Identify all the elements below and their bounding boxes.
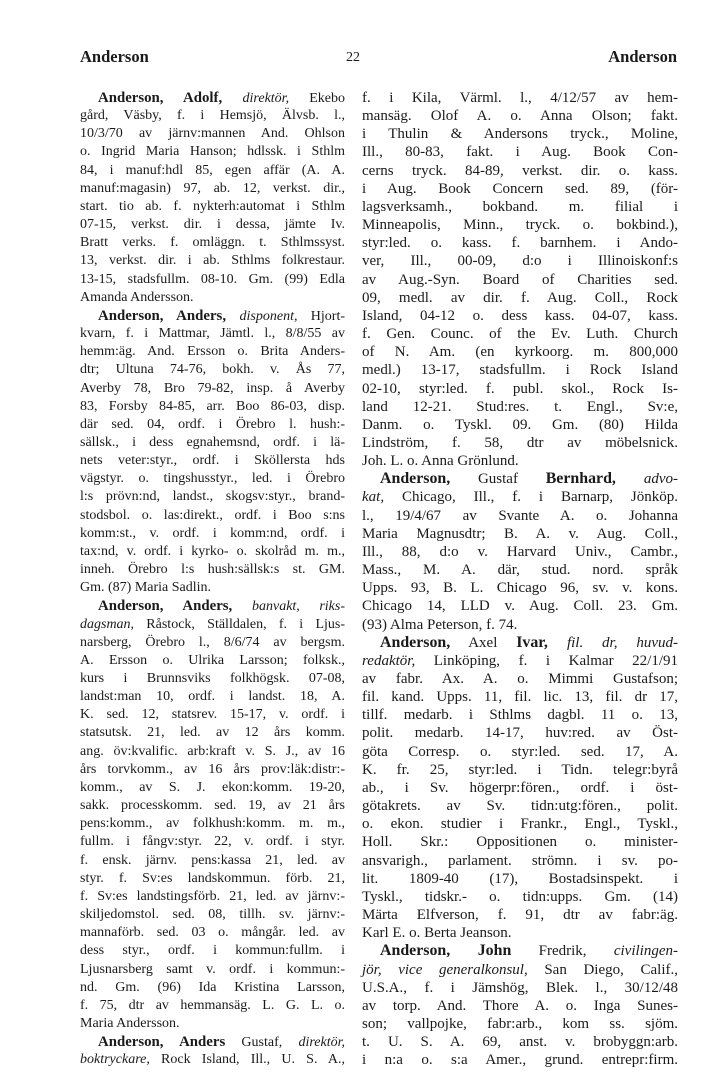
text-line bbox=[362, 616, 678, 634]
text-line bbox=[80, 616, 345, 634]
text-line: skiljedomstol. sed. 08, tillh. sv. järnv:- bbox=[80, 907, 345, 923]
text-run: Maria Andersson. bbox=[80, 1015, 180, 1031]
text-run: Fredrik, bbox=[511, 943, 614, 960]
text-line: Holl. Skr.: Oppositionen o. minister- bbox=[362, 834, 678, 851]
text-line: Ljusnarsberg samt v. ordf. i kommun:- bbox=[80, 961, 345, 977]
text-line: narsberg, Örebro l., 8/6/74 av bergsm. bbox=[80, 634, 345, 650]
text-line: Danm. o. Tyskl. 09. Gm. (80) Hilda bbox=[362, 416, 678, 433]
text-line: sällsk., i dess egnahemsnd, ordf. i lä- bbox=[80, 434, 345, 450]
entry-name: Anderson, John bbox=[380, 942, 512, 960]
occupation-text: redaktör, bbox=[362, 652, 416, 669]
left-text-column bbox=[80, 89, 345, 1069]
text-line: kurs i Brunnsviks folkhögsk. 07-08, bbox=[80, 671, 345, 686]
text-line: stodsbol. o. las:direkt., ordf. i Boo s:ns bbox=[80, 507, 345, 523]
text-run: Hjort- bbox=[297, 308, 345, 324]
entry-heading-line bbox=[80, 1033, 345, 1051]
text-run: San Diego, Calif., bbox=[527, 961, 678, 978]
text-line: Upps. 93, B. L. Chicago 96, sv. v. kons. bbox=[362, 580, 678, 597]
text-line: fullm. i fångv:styr. 22, v. ordf. i styr. bbox=[80, 834, 345, 850]
text-line: 13, verkst. dir. i ab. Sthlms folkrestaur. bbox=[80, 253, 345, 269]
text-line: medl.) 13-17, stadsfullm. i Rock Island bbox=[362, 362, 678, 379]
text-line: l:s prövn:nd, landst., skogsv:styr., brand- bbox=[80, 489, 345, 505]
text-line: tillf. medarb. i Sthlms dagbl. 11 o. 13, bbox=[362, 707, 678, 724]
text-line: i n:a o. s:a Amer., grund. entrepr:firm. bbox=[362, 1052, 678, 1069]
text-line: av Aug.-Syn. Board of Charities sed. bbox=[362, 271, 678, 288]
text-line: komm:st., v. ordf. i komm:nd, ordf. i bbox=[80, 525, 345, 541]
text-line: Ill., 88, d:o v. Harvard Univ., Cambr., bbox=[362, 543, 678, 560]
text-line: polit. medarb. 14-17, huv:red. av Öst- bbox=[362, 725, 678, 742]
text-line: nd. Gm. (96) Ida Kristina Larsson, bbox=[80, 979, 345, 995]
text-run: Gm. (87) Maria Sadlin. bbox=[80, 580, 212, 596]
text-line: of N. Am. (en kyrkoorg. m. 800,000 bbox=[362, 344, 678, 361]
text-line: Maria Magnusdtr; B. A. v. Aug. Coll., bbox=[362, 525, 678, 542]
text-line: av fabr. Ax. A. o. Mimmi Gustafson; bbox=[362, 671, 678, 687]
text-line: U.S.A., f. i Jämshög, Blek. l., 30/12/48 bbox=[362, 979, 678, 996]
text-line: Lindström, f. 58, dtr av möbelsnick. bbox=[362, 434, 678, 451]
occupation-text: direktör, bbox=[298, 1035, 346, 1051]
text-line: l., 19/4/67 av Svante A. o. Johanna bbox=[362, 507, 678, 524]
text-line bbox=[362, 452, 678, 470]
occupation-text: advo- bbox=[643, 471, 678, 488]
text-run: Axel bbox=[450, 634, 517, 651]
text-line: o. Ingrid Maria Hanson; hdlssk. i Sthlm bbox=[80, 144, 345, 160]
text-line: styr:led. o. kass. f. barnhem. i Ando- bbox=[362, 235, 678, 252]
entry-heading-line bbox=[80, 89, 345, 107]
text-line: års torvkomm., av 16 års prov:läk:distr:- bbox=[80, 761, 345, 777]
entry-heading-line bbox=[80, 597, 345, 615]
entry-name: Ivar, bbox=[516, 633, 567, 651]
text-line: f. 75, dtr av hemmansäg. L. G. L. o. bbox=[80, 997, 345, 1013]
text-run: Joh. L. o. Anna Grönlund. bbox=[362, 453, 519, 470]
text-line: son; vallpojke, fabr:arb., kom ss. sjöm. bbox=[362, 1015, 678, 1032]
occupation-text: kat, bbox=[362, 489, 385, 506]
text-line: Ill., 80-83, fakt. i Aug. Book Con- bbox=[362, 144, 678, 161]
text-line: f. Sv:es landstingsförb. 21, led. av järnv:- bbox=[80, 888, 345, 904]
text-line: mansäg. Olof A. o. Anna Olson; fakt. bbox=[362, 108, 678, 125]
occupation-text: jör, vice generalkonsul, bbox=[362, 961, 528, 978]
entry-name: Anderson, Anders, bbox=[98, 598, 252, 615]
text-line: vägstyr. o. tingshusstyr., led. i Örebro bbox=[80, 471, 345, 487]
text-line: Mass., M. A. där, stud. nord. språk bbox=[362, 562, 678, 579]
text-run: Amanda Andersson. bbox=[80, 289, 194, 305]
text-run: Gustaf bbox=[450, 471, 546, 488]
text-line: cerns tryck. 84-89, verkst. dir. o. kass. bbox=[362, 162, 678, 179]
text-line: Tyskl., tidskr.- o. tidn:upps. Gm. (14) bbox=[362, 888, 678, 905]
text-run: Linköping, f. i Kalmar 22/1/91 bbox=[415, 652, 678, 669]
text-line: kvarn, f. i Mattmar, Jämtl. l., 8/8/55 av bbox=[80, 326, 345, 342]
text-line: 02-10, styr:led. f. publ. skol., Rock Is- bbox=[362, 380, 678, 397]
text-run: Karl E. o. Berta Jeanson. bbox=[362, 925, 512, 942]
text-line bbox=[80, 1015, 345, 1033]
text-line: nets veter:styr., ordf. i Sköllersta hds bbox=[80, 453, 345, 469]
text-run: Råstock, Ställdalen, f. i Ljus- bbox=[134, 616, 345, 632]
text-run: Ekebo bbox=[289, 91, 346, 106]
page-number: 22 bbox=[346, 50, 360, 65]
text-line: ang. öv:kvalific. arb:kraft v. S. J., av 16 bbox=[80, 743, 345, 759]
occupation-text: fil. dr, huvud- bbox=[566, 634, 678, 651]
occupation-text: dagsman, bbox=[80, 616, 135, 632]
occupation-text: boktryckare, bbox=[80, 1052, 150, 1068]
text-line: Minneapolis, Minn., tryck. o. bokbind.), bbox=[362, 217, 678, 234]
text-line: fil. kand. Upps. 11, fil. lic. 13, fil. dr 17, bbox=[362, 689, 678, 706]
text-line: i Aug. Book Concern sed. 89, (för- bbox=[362, 180, 678, 197]
occupation-text: direktör, bbox=[242, 91, 290, 106]
text-line: ab., i Sv. högerpr:fören., ordf. i öst- bbox=[362, 779, 678, 796]
text-line: av torp. And. Thore A. o. Inga Sunes- bbox=[362, 997, 678, 1014]
entry-name: Anderson, Adolf, bbox=[98, 90, 243, 106]
text-run: Chicago, Ill., f. i Barnarp, Jönköp. bbox=[384, 489, 678, 506]
text-line: o. ekon. studier i Frankr., Engl., Tyskl., bbox=[362, 816, 678, 833]
text-line: 07-15, verkst. dir. i dessa, jämte Iv. bbox=[80, 217, 345, 233]
text-line: Chicago 14, LLD v. Aug. Coll. 23. Gm. bbox=[362, 598, 678, 615]
text-line: landst:man 10, ordf. i landst. 18, A. bbox=[80, 689, 345, 705]
text-line: start. tio ab. f. nykterh:automat i Sthlm bbox=[80, 198, 345, 214]
entry-name: Anderson, Anders, bbox=[98, 307, 240, 324]
text-line: statsutsk. 21, led. av 12 års komm. bbox=[80, 725, 345, 741]
text-run: Rock Island, Ill., U. S. A., bbox=[149, 1052, 345, 1068]
text-run: (93) Alma Peterson, f. 74. bbox=[362, 616, 518, 633]
text-line: sakk. processkomm. sed. 19, av 21 års bbox=[80, 798, 345, 814]
occupation-text: banvakt, riks- bbox=[251, 599, 345, 615]
text-line: lit. 1809-40 (17), Bostadsinspekt. i bbox=[362, 870, 678, 887]
text-line: Bratt verks. f. omläggn. t. Sthlmssyst. bbox=[80, 235, 345, 251]
entry-name: Bernhard, bbox=[545, 470, 644, 488]
text-line: K. sed. 12, statsrev. 15-17, v. ordf. i bbox=[80, 707, 345, 723]
entry-heading-line bbox=[362, 942, 678, 960]
text-line: 84, i manuf:hdl 85, egen affär (A. A. bbox=[80, 162, 345, 178]
text-line: 83, Forsby 84-85, arr. Boo 86-03, disp. bbox=[80, 398, 345, 414]
text-line bbox=[80, 289, 345, 307]
occupation-text: disponent, bbox=[239, 308, 298, 324]
text-line: Averby 78, Bro 79-82, insp. å Averby bbox=[80, 380, 345, 396]
text-line: f. i Kila, Värml. l., 4/12/57 av hem- bbox=[362, 90, 678, 106]
text-line: 09, medl. av dir. f. Aug. Coll., Rock bbox=[362, 289, 678, 306]
text-line: dess styr., ordf. i kommun:fullm. i bbox=[80, 943, 345, 959]
text-line: mannaförb. sed. 03 o. mångår. led. av bbox=[80, 925, 345, 941]
entry-heading-line bbox=[80, 307, 345, 325]
entry-name: Anderson, bbox=[380, 633, 451, 651]
text-line: lagsverksamh., bokband. m. filial i bbox=[362, 198, 678, 215]
text-line bbox=[80, 1051, 345, 1069]
text-line: göta Corresp. o. styr:led. sed. 17, A. bbox=[362, 743, 678, 760]
text-line: ver, Ill., 00-09, d:o i Illinoiskonf:s bbox=[362, 253, 678, 270]
text-line: tax:nd, v. ordf. i kyrko- o. skolråd m. m., bbox=[80, 543, 345, 559]
text-line: dtr; Ultuna 74-76, bokh. v. Ås 77, bbox=[80, 362, 345, 378]
text-line: pens:komm., av folkhush:komm. m. m., bbox=[80, 816, 345, 832]
entry-name: Anderson, bbox=[380, 470, 451, 488]
text-line bbox=[362, 488, 678, 506]
text-line: i Thulin & Andersons tryck., Moline, bbox=[362, 126, 678, 143]
entry-heading-line bbox=[362, 634, 678, 652]
text-line: hemm:äg. And. Ersson o. Brita Anders- bbox=[80, 344, 345, 360]
text-line: f. Gen. Counc. of the Ev. Luth. Church bbox=[362, 326, 678, 343]
text-line: land 12-21. Stud:res. t. Engl., Sv:e, bbox=[362, 398, 678, 415]
text-line: ansvarigh., parlament. strömn. i sv. po- bbox=[362, 852, 678, 869]
text-line bbox=[362, 961, 678, 979]
text-line: t. U. S. A. 69, anst. v. brobyggn:arb. bbox=[362, 1034, 678, 1051]
text-line: f. ensk. järnv. pens:kassa 21, led. av bbox=[80, 852, 345, 868]
text-line: K. fr. 25, styr:led. i Tidn. telegr:byrå bbox=[362, 761, 678, 778]
right-text-column bbox=[362, 89, 678, 1069]
text-line bbox=[362, 924, 678, 942]
text-line: inneh. Örebro l:s hush:sällsk:s st. GM. bbox=[80, 562, 345, 578]
entry-heading-line bbox=[362, 470, 678, 488]
text-line: 10/3/70 av järnv:mannen And. Ohlson bbox=[80, 126, 345, 142]
text-line: Märta Elfverson, f. 91, dtr av fabr:äg. bbox=[362, 907, 678, 924]
text-line bbox=[362, 652, 678, 670]
text-line: A. Ersson o. Ulrika Larsson; folksk., bbox=[80, 652, 345, 668]
text-line: komm., av S. J. ekon:komm. 19-20, bbox=[80, 779, 345, 795]
running-head-right: Anderson bbox=[608, 47, 677, 66]
text-line: manuf:magasin) 97, ab. 12, verkst. dir., bbox=[80, 180, 345, 196]
entry-name: Anderson, Anders bbox=[98, 1034, 226, 1051]
text-line bbox=[80, 579, 345, 597]
text-line: götakrets. av Sv. tidn:utg:fören., polit. bbox=[362, 798, 678, 815]
occupation-text: civilingen- bbox=[613, 943, 678, 960]
text-line: Island, 04-12 o. dess kass. 04-07, kass. bbox=[362, 307, 678, 324]
text-run: Gustaf, bbox=[225, 1035, 299, 1051]
running-head-left: Anderson bbox=[80, 47, 149, 66]
text-line: 13-15, stadsfullm. 08-10. Gm. (99) Edla bbox=[80, 271, 345, 287]
text-line: gård, Väsby, f. i Hemsjö, Älvsb. l., bbox=[80, 108, 345, 124]
text-line: styr. f. Sv:es landskommun. förb. 21, bbox=[80, 870, 345, 886]
text-line: där sed. 04, ordf. i Örebro l. hush:- bbox=[80, 416, 345, 432]
